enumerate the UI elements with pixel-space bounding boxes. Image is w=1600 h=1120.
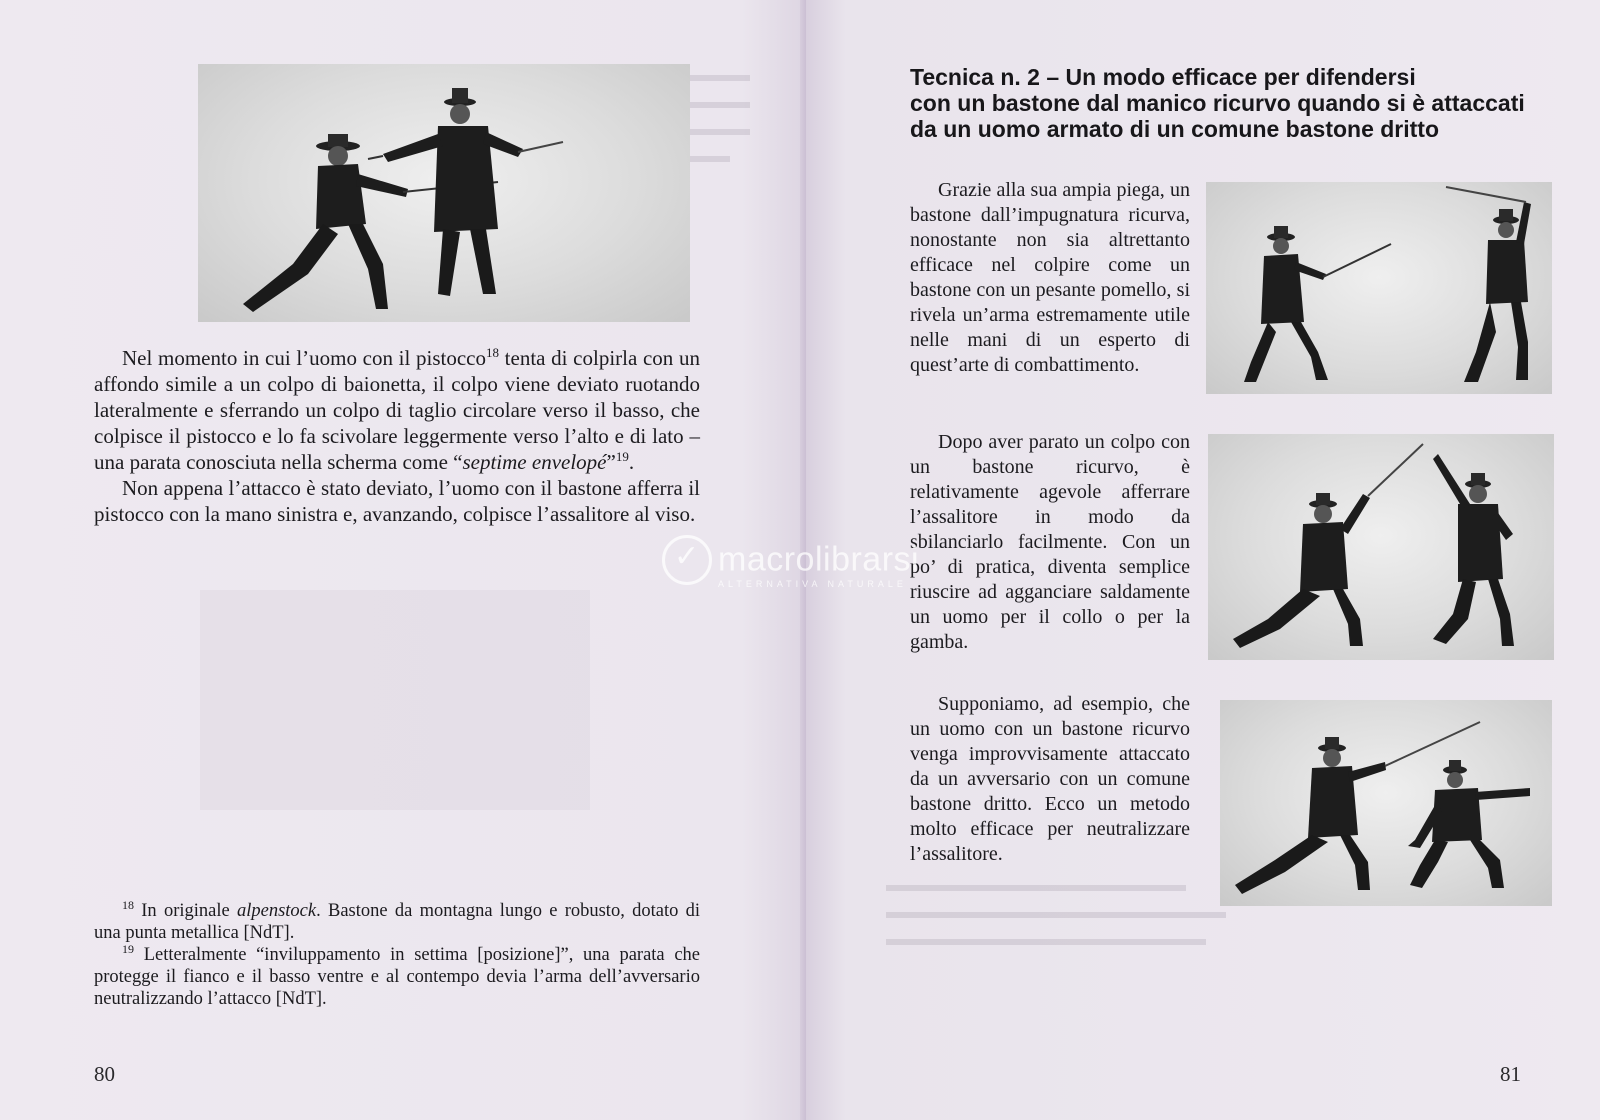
heading-line-2: con un bastone dal manico ricurvo quando si è attaccati: [910, 90, 1525, 116]
show-through-text: ▬▬▬▬▬▬▬▬▬▬▬▬▬▬▬ ▬▬▬▬▬▬▬▬▬▬▬▬▬▬▬▬▬ ▬▬▬▬▬▬▬▬▬▬▬▬▬▬▬▬: [886, 874, 1226, 950]
footnote-number-18: 18: [122, 897, 134, 912]
fencing-photo-top-left: [198, 64, 690, 322]
watermark-tagline: ALTERNATIVA NATURALE: [718, 579, 907, 589]
footnote-18-text-start: In originale: [134, 901, 237, 921]
paragraph-1-period: .: [628, 450, 635, 474]
footnote-19: [94, 941, 700, 1010]
heading-line-3: da un uomo armato di un comune bastone dritto: [910, 116, 1440, 142]
watermark-brand-name: macrolibrarsi: [718, 540, 920, 579]
body-paragraph-2: [94, 475, 700, 527]
footnote-18: [94, 897, 700, 944]
right-page: [806, 0, 1600, 1120]
footnote-18-text-end: . Bastone da montagna lungo e robusto, dotato di una punta metallica [NdT].: [94, 901, 700, 943]
paragraph-1-close-quote: ”: [606, 450, 616, 474]
fencing-photo-right-1: [1206, 182, 1552, 394]
fencing-figures-illustration: [198, 64, 690, 322]
show-through-text: ▬▬▬ ▬▬▬ ▬▬▬ ▬▬: [690, 64, 750, 167]
italic-term-alpenstock: alpenstock: [236, 901, 317, 921]
footnote-ref-19: 19: [615, 449, 629, 464]
body-paragraph-1: [94, 345, 700, 475]
section-heading: [910, 64, 1530, 142]
footnote-19-text: Letteralmente “inviluppamento in settima [posizione]”, una parata che protegge il fianco e il basso ventre e al contempo devia l’arma dell’avversario neutralizzando l’attacco [NdT].: [94, 945, 700, 1009]
footnote-number-19: 19: [122, 941, 134, 956]
text-block-2: Dopo aver parato un colpo con un bastone ricurvo, è relativamente agevole afferrare l’assalitore in modo da sbilanciarlo facilmente. Con un po’ di pratica, diventa semplice riuscire ad agganciare saldamente un uomo per il collo o per la gamba.: [910, 431, 1190, 653]
text-block-3: Supponiamo, ad esempio, che un uomo con un bastone ricurvo venga improvvisamente attaccato da un avversario con un comune bastone dritto. Ecco un metodo molto efficace per neutralizzare l’assalitore.: [910, 693, 1190, 865]
macrolibrarsi-watermark: [662, 535, 920, 589]
checkmark-logo-icon: [662, 535, 712, 585]
footnote-ref-18: 18: [486, 345, 499, 360]
fencing-figures-illustration: [1206, 182, 1552, 394]
page-number-right: 81: [1500, 1062, 1521, 1086]
show-through-figure: [200, 590, 590, 810]
paragraph-1-text-start: Nel momento in cui l’uomo con il pistocco: [122, 346, 486, 370]
paragraph-1-text-middle: tenta di colpirla con un affondo simile a un colpo di baionetta, il colpo viene deviato ruotando lateralmente e sferrando un colpo di taglio circolare verso il basso, che colpisce il pistocco e lo fa scivolare leggermente verso l’alto e di lato – una parata conosciuta nella scherma come “: [94, 346, 700, 474]
italic-term-septime: septime envelopé: [462, 450, 607, 474]
fencing-photo-right-2: [1208, 434, 1554, 660]
heading-line-1: Tecnica n. 2 – Un modo efficace per difendersi: [910, 64, 1416, 90]
fencing-figures-illustration: [1208, 434, 1554, 660]
footnotes: [94, 897, 700, 1010]
page-number-left: 80: [94, 1062, 115, 1086]
text-block-1: Grazie alla sua ampia piega, un bastone dall’impugnatura ricurva, nonostante non sia altrettanto efficace nel colpire come un bastone con un pesante pomello, si rivela un’arma estremamente utile nelle mani di un esperto di quest’arte di combattimento.: [910, 179, 1190, 376]
paragraph-2-text: Non appena l’attacco è stato deviato, l’uomo con il bastone afferra il pistocco con la mano sinistra e, avanzando, colpisce l’assalitore al viso.: [94, 476, 700, 526]
